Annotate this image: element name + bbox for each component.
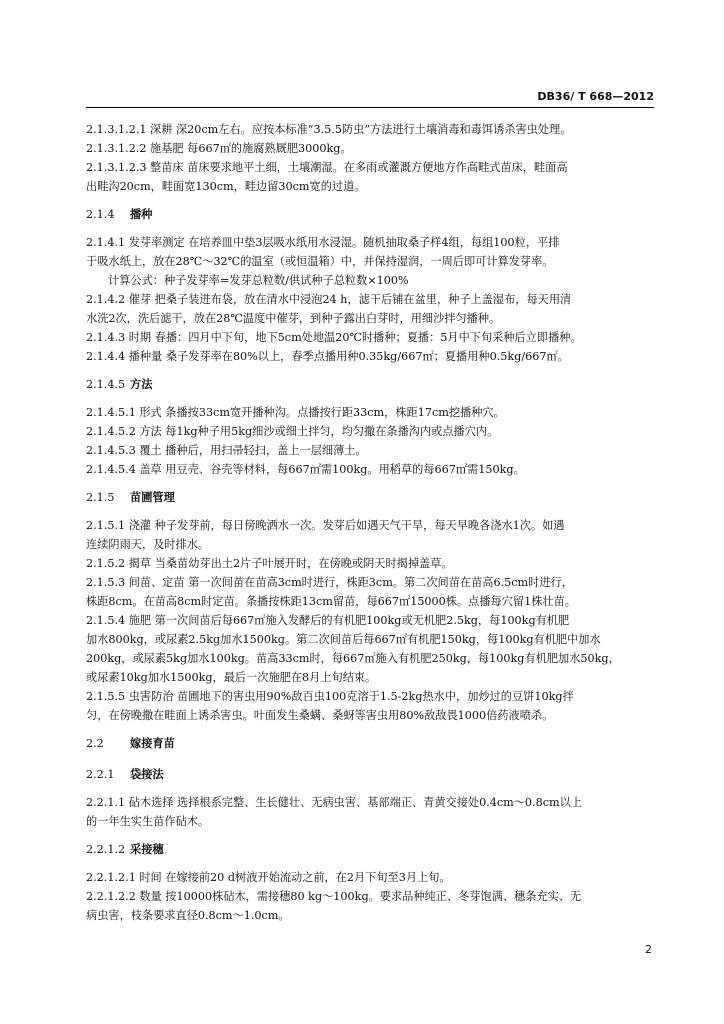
paragraph-gap [86, 196, 654, 202]
paragraph-gap [86, 831, 654, 837]
formula-line: 计算公式：种子发芽率=发芽总粒数/供试种子总粒数×100% [108, 274, 409, 287]
text-line: 2.1.3.1.2.2 施基肥 每667㎡的施腐熟厩肥3000kg。 [86, 142, 352, 155]
header-rule [86, 107, 654, 108]
text-line: 出畦沟20cm，畦面宽130cm，畦边留30cm宽的过道。 [86, 180, 366, 193]
text-line: 水洗2次，洗后滤干，放在28℃温度中催芽，到种子露出白芽时，用细沙拌匀播种。 [86, 312, 501, 325]
section-heading [86, 205, 654, 224]
text-line: 2.2.1.1 砧木选择 选择根系完整、生长健壮、无病虫害、基部端正、青黄交接处0.4cm～0.8cm以上 [86, 796, 582, 809]
paragraph-gap [86, 756, 654, 762]
section-title: 播种 [130, 207, 153, 221]
text-line: 匀，在傍晚撒在畦面上诱杀害虫。叶面发生桑螨、桑蚜等害虫用80%敌敌畏1000倍药液喷杀。 [86, 709, 554, 722]
text-line: 2.1.4.4 播种量 桑子发芽率在80%以上，春季点播用种0.35kg/667㎡；夏播用种0.5kg/667㎡。 [86, 350, 569, 363]
text-line: 连续阴雨天，及时排水。 [86, 538, 210, 551]
text-line: 2.1.4.5.4 盖草 用豆壳、谷壳等材料，每667㎡需100kg。用稻草的每667㎡需150kg。 [86, 463, 525, 476]
section-number: 2.2 [86, 737, 104, 750]
text-line: 2.1.3.1.2.3 整苗床 苗床要求地平土细，土壤潮湿。在多雨或灌溉方便地方作高畦式苗床，畦面高 [86, 161, 568, 174]
section-number: 2.1.4.5 [86, 378, 126, 391]
text-line: 2.1.5.1 浇灌 种子发芽前，每日傍晚洒水一次。发芽后如遇天气干旱，每天早晚各浇水1次。如遇 [86, 519, 565, 532]
section-heading [86, 488, 654, 507]
paragraph-gap [86, 479, 654, 485]
page-number: 2 [645, 943, 652, 956]
text-line: 2.2.1.2.1 时间 在嫁接前20 d树液开始流动之前，在2月下旬至3月上旬。 [86, 871, 451, 884]
text-line: 的一年生实生苗作砧木。 [86, 815, 210, 828]
text-line: 病虫害，枝条要求直径0.8cm～1.0cm。 [86, 909, 290, 922]
section-heading [86, 765, 654, 784]
text-line: 2.1.5.2 揭草 当桑苗幼芽出土2片子叶展开时，在傍晚或阴天时揭掉盖草。 [86, 557, 453, 570]
text-line: 2.1.4.1 发芽率测定 在培养皿中垫3层吸水纸用水浸湿。随机抽取桑子样4组，每组100粒，平排 [86, 236, 560, 249]
section-title: 嫁接育苗 [130, 736, 175, 750]
section-title: 袋接法 [130, 767, 164, 781]
section-heading [86, 734, 654, 753]
text-line: 2.2.1.2.2 数量 按10000株砧木，需接穗80 kg～100kg。要求品种纯正、冬芽饱满、穗条充实、无 [86, 890, 582, 903]
section-title: 采接穗 [130, 842, 164, 856]
text-line: 2.1.5.4 施肥 第一次间苗后每667㎡施入发酵后的有机肥100kg或无机肥2.5kg，每100kg有机肥 [86, 614, 570, 627]
paragraph-gap [86, 366, 654, 372]
text-line: 200kg，或尿素5kg加水100kg。苗高33cm时，每667㎡施入有机肥250kg，每100kg有机肥加水50kg， [86, 652, 620, 665]
text-line: 2.1.3.1.2.1 深耕 深20cm左右。应按本标准“3.5.5防虫”方法进行土壤消毒和毒饵诱杀害虫处理。 [86, 123, 572, 136]
text-line: 2.1.4.3 时期 春播：四月中下旬，地下5cm处地温20℃时播种；夏播：5月中下旬采种后立即播种。 [86, 331, 582, 344]
section-number: 2.2.1 [86, 768, 115, 781]
section-number: 2.1.5 [86, 491, 115, 504]
paragraph-gap [86, 725, 654, 731]
text-line: 2.1.5.3 间苗、定苗 第一次间苗在苗高3cm时进行，株距3cm。第二次间苗在苗高6.5cm时进行， [86, 576, 573, 589]
text-line: 株距8cm。在苗高8cm时定苗。条播按株距13cm留苗，每667㎡15000株。点播每穴留1株壮苗。 [86, 595, 576, 608]
text-line: 加水800kg，或尿素2.5kg加水1500kg。第二次间苗后每667㎡有机肥150kg，每100kg有机肥中加水 [86, 633, 601, 646]
document-code-header: DB36/ T 668—2012 [537, 90, 654, 103]
text-line: 2.1.4.5.3 覆土 播种后，用扫帚轻扫，盖上一层细薄土。 [86, 444, 367, 457]
document-body [86, 120, 654, 925]
text-line: 2.1.5.5 虫害防治 苗圃地下的害虫用90%敌百虫100克溶于1.5-2kg热水中，加炒过的豆饼10kg拌 [86, 690, 574, 703]
text-line: 2.1.4.5.2 方法 每1kg种子用5kg细沙或细土拌匀，均匀撒在条播沟内或点播穴内。 [86, 425, 499, 438]
section-number: 2.1.4 [86, 208, 115, 221]
text-line: 2.1.4.2 催芽 把桑子装进布袋，放在清水中浸泡24 h，滤干后铺在盆里，种子上盖湿布，每天用清 [86, 293, 572, 306]
text-line: 于吸水纸上，放在28℃～32℃的温室（或恒温箱）中，并保持湿润，一周后即可计算发芽率。 [86, 255, 554, 268]
section-heading [86, 375, 654, 394]
text-line: 或尿素10kg加水1500kg，最后一次施肥在8月上旬结束。 [86, 671, 377, 684]
section-number: 2.2.1.2 [86, 843, 126, 856]
text-line: 2.1.4.5.1 形式 条播按33cm宽开播种沟。点播按行距33cm，株距17cm挖播种穴。 [86, 406, 505, 419]
section-title: 苗圃管理 [130, 490, 175, 504]
section-title: 方法 [130, 377, 153, 391]
section-heading [86, 840, 654, 859]
